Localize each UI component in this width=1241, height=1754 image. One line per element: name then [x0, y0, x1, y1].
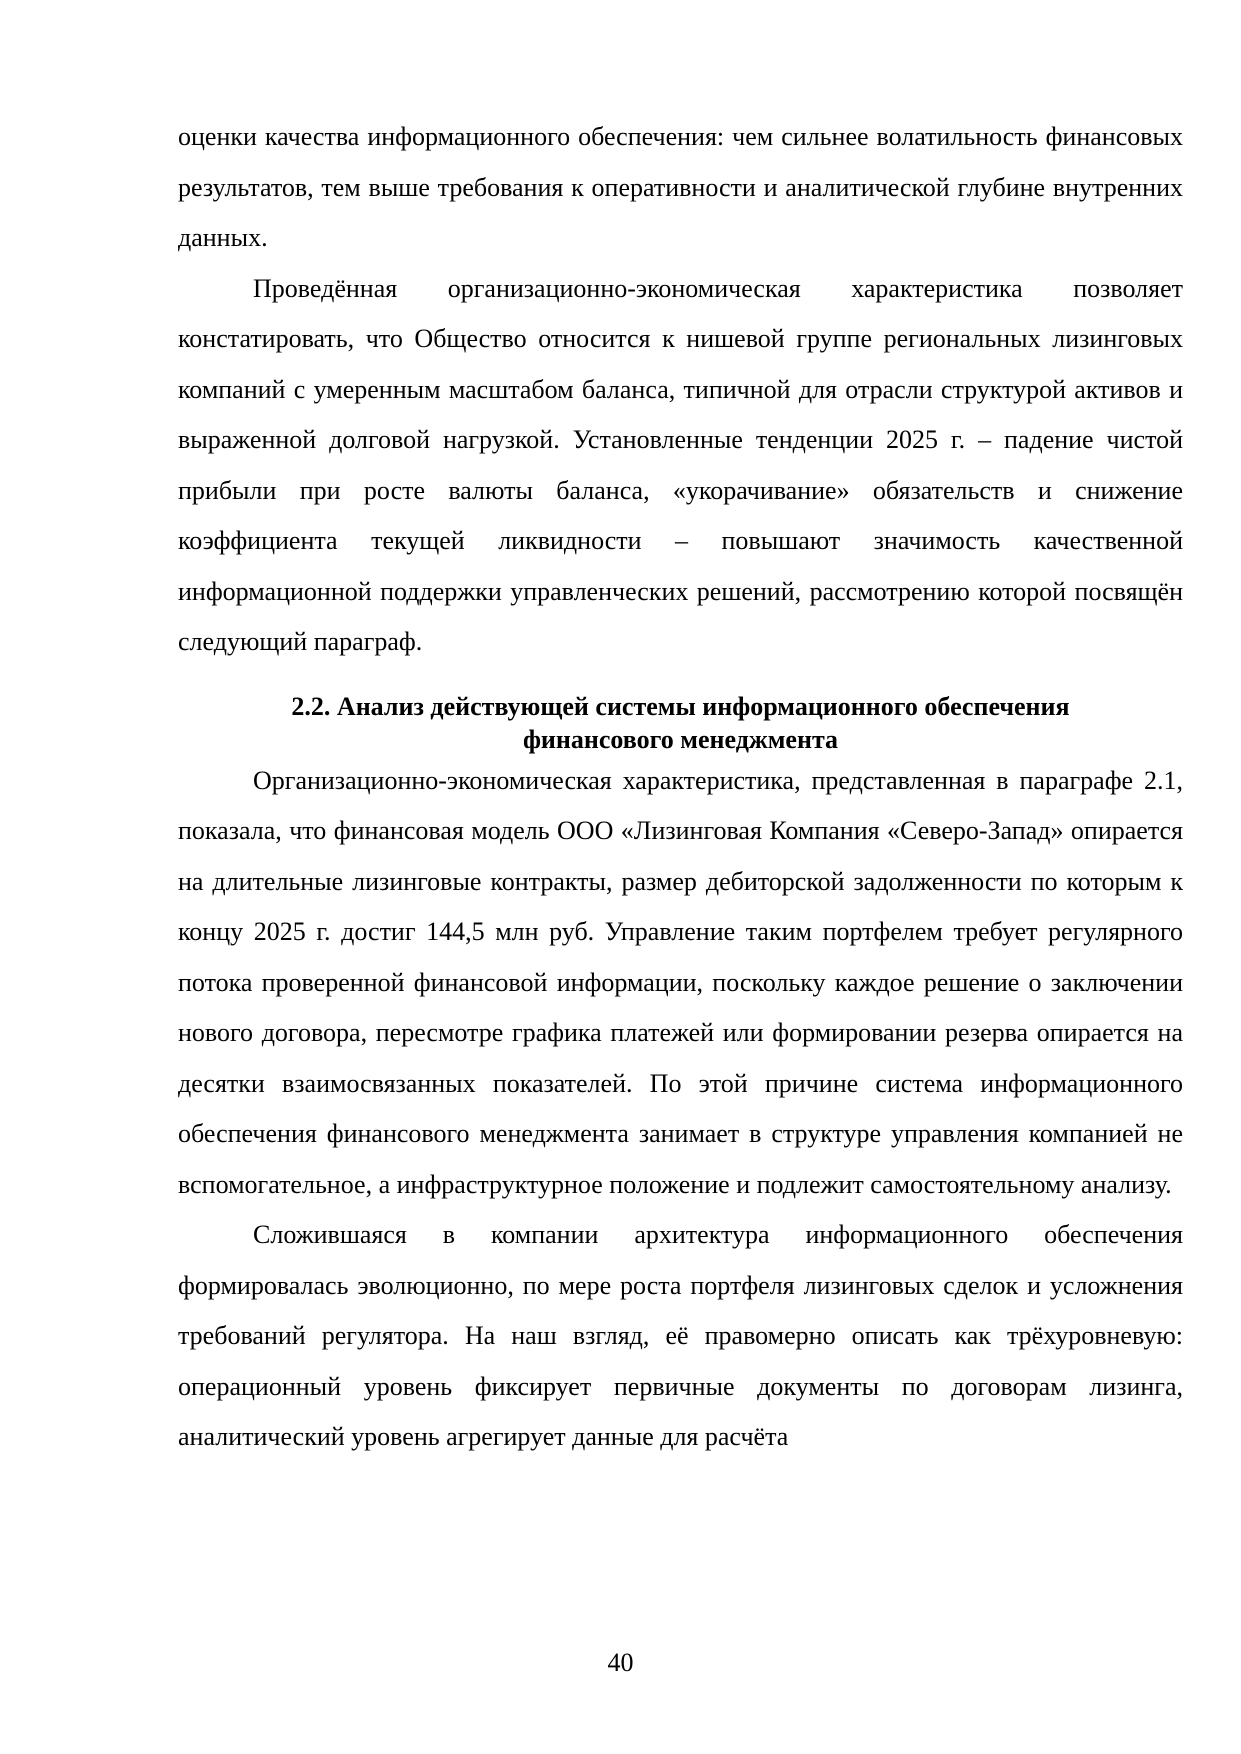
document-page [178, 112, 1183, 1463]
page-number: 40 [607, 1648, 634, 1677]
section-heading: 2.2. Анализ действующей системы информационного обеспечения финансового менеджмента [291, 691, 1070, 754]
paragraph-conclusion: Проведённая организационно-экономическая характеристика позволяет констатировать, что Общество относится к нишевой группе региональных лизинговых компаний с умеренным масштабом баланса, типичной для отрасли структурой активов и выраженной долговой нагрузкой. Установленные тенденции 2025 г. – падение чистой прибыли при росте валюты баланса, «укорачивание» обязательств и снижение коэффициента текущей ликвидности – повышают значимость качественной информационной поддержки управленческих решений, рассмотрению которой посвящён следующий параграф. [178, 273, 1183, 656]
paragraph-architecture: Сложившаяся в компании архитектура информационного обеспечения формировалась эволюционно, по мере роста портфеля лизинговых сделок и усложнения требований регулятора. На наш взгляд, её правомерно описать как трёхуровневую: операционный уровень фиксирует первичные документы по договорам лизинга, аналитический уровень агрегирует данные для расчёта [178, 1220, 1183, 1451]
paragraph-continuation: оценки качества информационного обеспечения: чем сильнее волатильность финансовых результатов, тем выше требования к оперативности и аналитической глубине внутренних данных. [178, 122, 1183, 252]
paragraph-section-intro: Организационно-экономическая характеристика, представленная в параграфе 2.1, показала, что финансовая модель ООО «Лизинговая Компания «Северо-Запад» опирается на длительные лизинговые контракты, размер дебиторской задолженности по которым к концу 2025 г. достиг 144,5 млн руб. Управление таким портфелем требует регулярного потока проверенной финансовой информации, поскольку каждое решение о заключении нового договора, пересмотре графика платежей или формировании резерва опирается на десятки взаимосвязанных показателей. По этой причине система информационного обеспечения финансового менеджмента занимает в структуре управления компанией не вспомогательное, а инфраструктурное положение и подлежит самостоятельному анализу. [178, 765, 1183, 1199]
